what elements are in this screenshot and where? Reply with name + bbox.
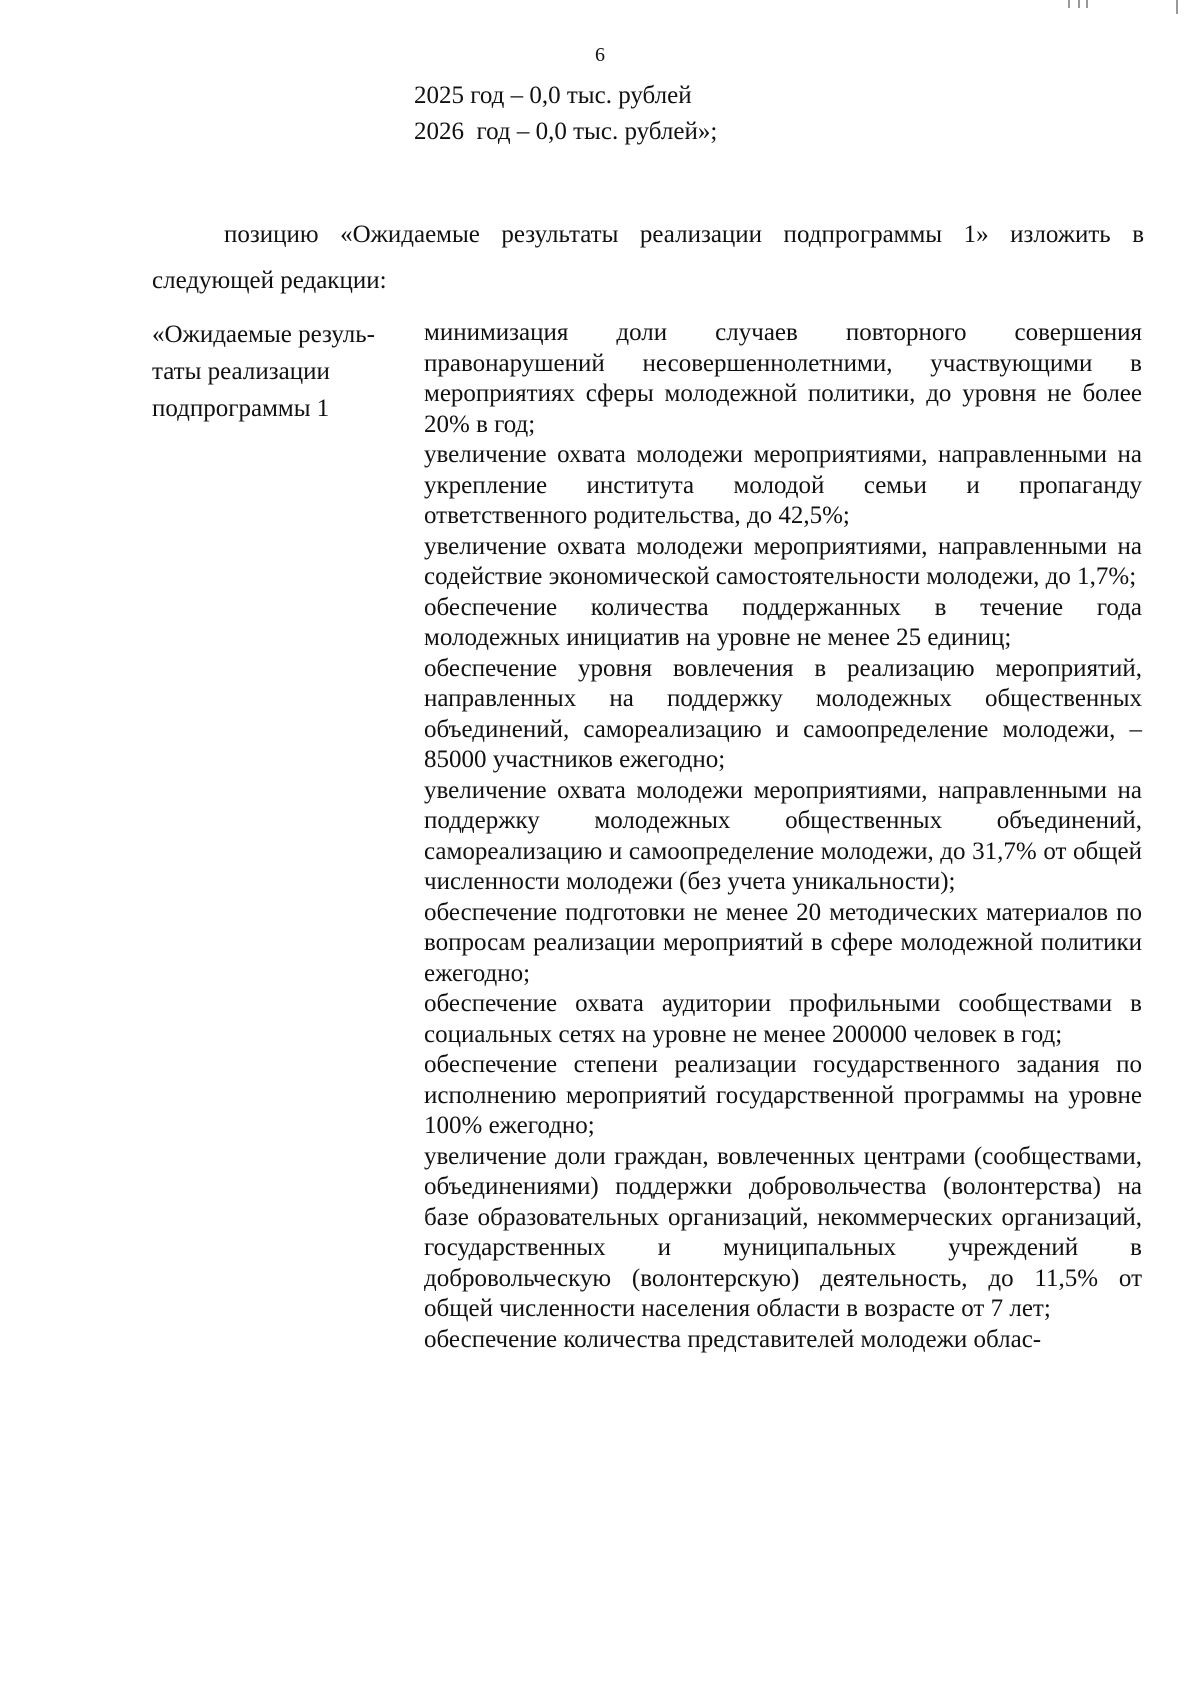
result-item: увеличение доли граждан, вовлеченных центрами (сообществами, объединениями) поддержки добровольчества (волонтерства) на базе образовательных организаций, некоммерческих организаций, государственных и муниципальных учреждений в добровольческую (волонтерскую) деятельность, до 11,5% от общей численности населения области в возрасте от 7 лет; bbox=[424, 1142, 1142, 1322]
result-item: увеличение охвата молодежи мероприятиями, направленными на содействие экономической самостоятельности молодежи, до 1,7%; bbox=[424, 532, 1142, 590]
intro-paragraph: позицию «Ожидаемые результаты реализации подпрограммы 1» изложить в следующей редакции: bbox=[152, 221, 1144, 294]
expected-results-list bbox=[424, 318, 1142, 1355]
position-label-line: «Ожидаемые резуль- bbox=[152, 321, 375, 348]
result-item: обеспечение количества представителей молодежи облас- bbox=[424, 1325, 1042, 1353]
result-item: увеличение охвата молодежи мероприятиями, направленными на поддержку молодежных общественных объединений, самореализацию и самоопределение молодежи, до 31,7% от общей численности молодежи (без учета уникальности); bbox=[424, 776, 1142, 895]
result-item: обеспечение количества поддержанных в течение года молодежных инициатив на уровне не менее 25 единиц; bbox=[424, 593, 1142, 651]
scan-mark bbox=[1176, 0, 1178, 14]
scan-mark bbox=[1078, 0, 1080, 8]
result-item: обеспечение степени реализации государственного задания по исполнению мероприятий государственной программы на уровне 100% ежегодно; bbox=[424, 1051, 1142, 1139]
funding-line-2025: 2025 год – 0,0 тыс. рублей bbox=[414, 82, 692, 109]
result-item: минимизация доли случаев повторного совершения правонарушений несовершеннолетними, участвующими в мероприятиях сферы молодежной политики, до уровня не более 20% в год; bbox=[424, 319, 1142, 438]
position-label bbox=[152, 316, 412, 427]
page-number: 6 bbox=[595, 44, 605, 66]
result-item: увеличение охвата молодежи мероприятиями, направленными на укрепление института молодой семьи и пропаганду ответственного родительства, до 42,5%; bbox=[424, 441, 1142, 529]
position-label-line: подпрограммы 1 bbox=[152, 395, 330, 422]
funding-lines bbox=[414, 78, 717, 150]
scan-mark bbox=[1086, 0, 1088, 8]
funding-line-2026: 2026 год – 0,0 тыс. рублей»; bbox=[414, 118, 718, 145]
position-label-line: таты реализации bbox=[152, 358, 330, 385]
result-item: обеспечение уровня вовлечения в реализацию мероприятий, направленных на поддержку молодежных общественных объединений, самореализацию и самоопределение молодежи, – 85000 участников ежегодно; bbox=[424, 654, 1142, 773]
scan-mark bbox=[1068, 0, 1070, 8]
result-item: обеспечение охвата аудитории профильными сообществами в социальных сетях на уровне не менее 200000 человек в год; bbox=[424, 990, 1142, 1048]
result-item: обеспечение подготовки не менее 20 методических материалов по вопросам реализации мероприятий в сфере молодежной политики ежегодно; bbox=[424, 898, 1142, 987]
